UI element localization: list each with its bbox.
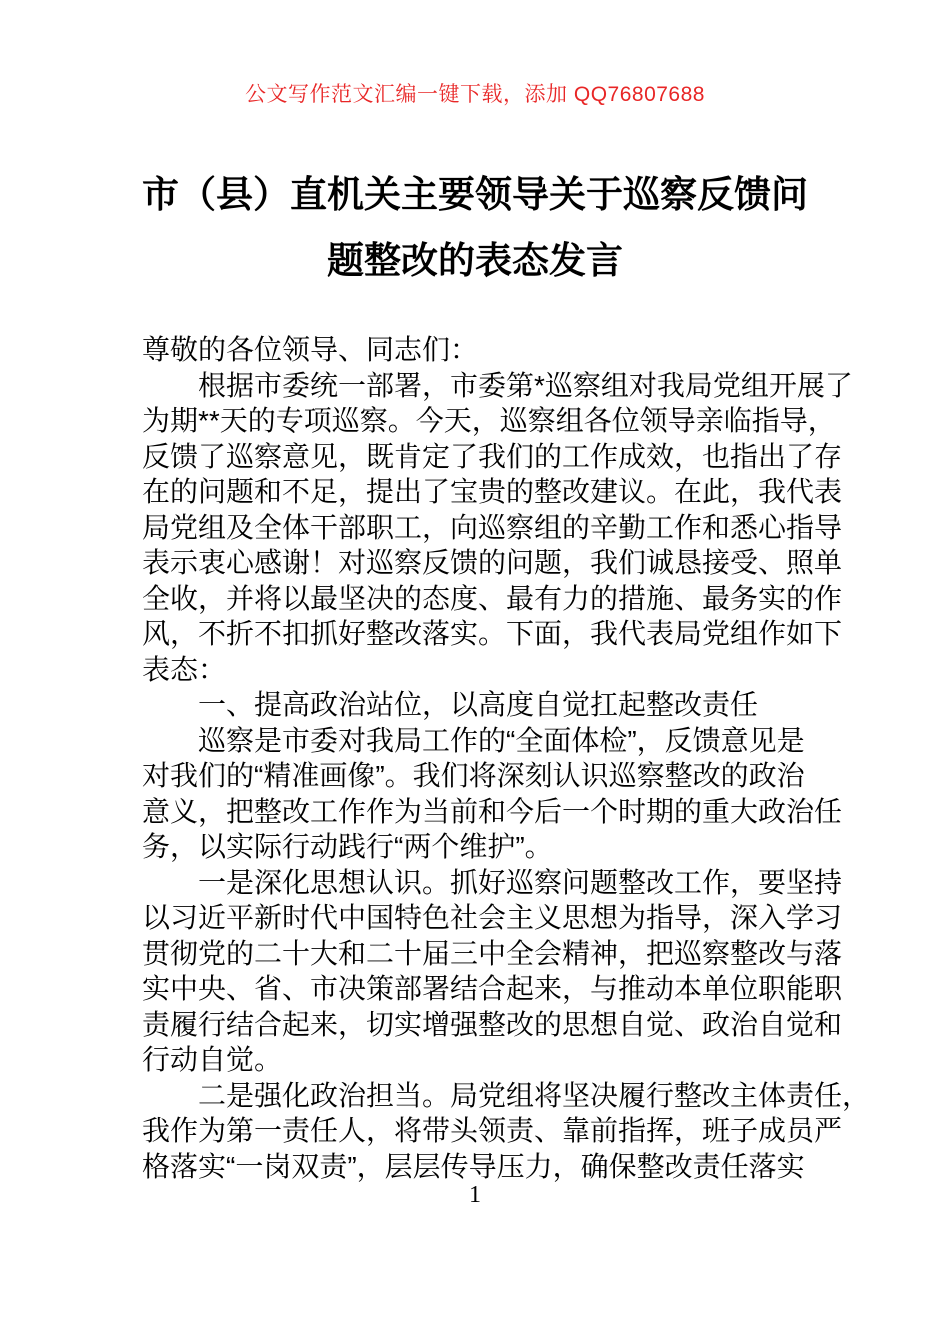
body-line: 实中央、省、市决策部署结合起来，与推动本单位职能职: [142, 973, 843, 1004]
body-line: 务，以实际行动践行“两个维护”。: [142, 831, 553, 862]
body-line: 巡察是市委对我局工作的“全面体检”，反馈意见是: [198, 724, 805, 756]
body-line: 反馈了巡察意见，既肯定了我们的工作成效，也指出了存: [142, 440, 843, 472]
body-line: 行动自觉。: [142, 1044, 283, 1075]
section-heading-line: 一、提高政治站位，以高度自觉扛起整改责任: [198, 689, 759, 720]
body-text: [142, 332, 871, 1184]
header-promo-notice: 公文写作范文汇编一键下载，添加 QQ76807688: [245, 83, 705, 106]
body-line: 以习近平新时代中国特色社会主义思想为指导，深入学习: [142, 902, 843, 933]
document-title: [75, 162, 875, 294]
document-title-line-2: 题整改的表态发言: [327, 240, 623, 281]
body-line: 风，不折不扣抓好整改落实。下面，我代表局党组作如下: [142, 618, 843, 649]
body-line: 贯彻党的二十大和二十届三中全会精神，把巡察整改与落: [142, 937, 843, 969]
body-line: 根据市委统一部署，市委第*巡察组对我局党组开展了: [198, 369, 853, 401]
body-line: 尊敬的各位领导、同志们：: [142, 334, 479, 365]
body-line: 格落实“一岗双责”，层层传导压力，确保整改责任落实: [142, 1150, 805, 1182]
body-line: 意义，把整改工作作为当前和今后一个时期的重大政治任: [142, 795, 843, 827]
page-number: 1: [469, 1182, 481, 1208]
body-line: 局党组及全体干部职工，向巡察组的辛勤工作和悉心指导: [142, 511, 843, 543]
body-line: 二是强化政治担当。局党组将坚决履行整改主体责任，: [198, 1079, 871, 1111]
document-title-line-1: 市（县）直机关主要领导关于巡察反馈问: [142, 174, 808, 215]
body-line: 表示衷心感谢！对巡察反馈的问题，我们诚恳接受、照单: [142, 547, 843, 578]
body-line: 责履行结合起来，切实增强整改的思想自觉、政治自觉和: [142, 1008, 843, 1040]
body-line: 我作为第一责任人，将带头领责、靠前指挥，班子成员严: [142, 1115, 843, 1146]
body-line: 在的问题和不足，提出了宝贵的整改建议。在此，我代表: [142, 476, 843, 507]
body-line: 对我们的“精准画像”。我们将深刻认识巡察整改的政治: [142, 760, 805, 791]
body-line: 表态：: [142, 653, 227, 685]
body-line: 为期**天的专项巡察。今天，巡察组各位领导亲临指导，: [142, 405, 836, 436]
body-line: 全收，并将以最坚决的态度、最有力的措施、最务实的作: [142, 582, 843, 614]
body-line: 一是深化思想认识。抓好巡察问题整改工作，要坚持: [198, 866, 843, 898]
